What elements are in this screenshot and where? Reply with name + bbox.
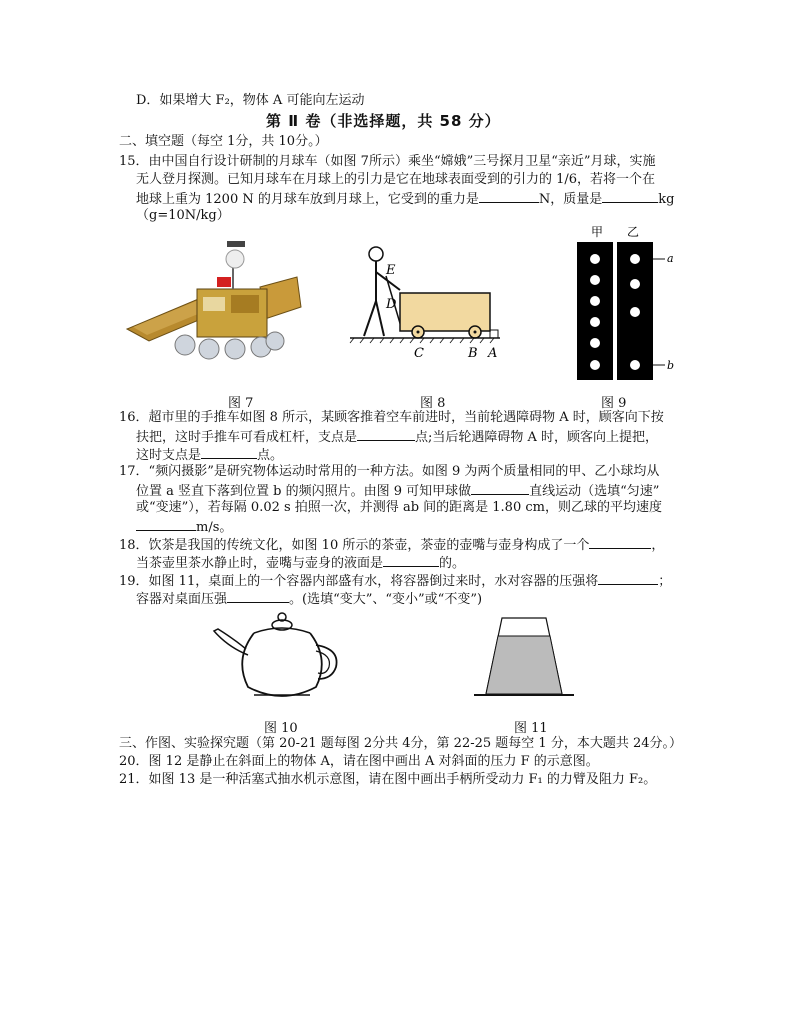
q16-blank-2[interactable] <box>201 445 257 459</box>
fig8-caption: 图 8 <box>420 396 446 411</box>
q15-blank-mass[interactable] <box>602 189 658 203</box>
q15-line2: 无人登月探测。已知月球车在月球上的引力是它在地球表面受到的引力的 1/6，若将一个在 <box>136 172 656 187</box>
q17-text-c: m/s。 <box>196 520 233 535</box>
q17-blank-1[interactable] <box>471 481 529 495</box>
fig8-label-b: B <box>468 346 478 361</box>
q19-text-c: 容器对桌面压强 <box>136 592 228 607</box>
fig8-label-c: C <box>414 346 424 361</box>
q16-line1: 16．超市里的手推车如图 8 所示，某顾客推着空车前进时，当前轮遇障碍物 A 时，顾客向下按 <box>119 410 664 425</box>
q16-line2 <box>136 427 658 447</box>
q15-text-a: 地球上重为 1200 N 的月球车放到月球上，它受到的重力是 <box>136 192 479 207</box>
q17-text-b: 直线运动（选填“匀速” <box>529 484 660 499</box>
q15-line4: （g=10N/kg） <box>136 208 230 223</box>
q15-text-b: N，质量是 <box>538 192 603 207</box>
q17-line1: 17．“频闪摄影”是研究物体运动时常用的一种方法。如图 9 为两个质量相同的甲、乙小球均从 <box>119 464 660 479</box>
q19-text-a: 19．如图 11，桌面上的一个容器内部盛有水，将容器倒过来时，水对容器的压强将 <box>119 574 599 589</box>
fig8-label-e: E <box>386 263 396 278</box>
q16-text-c: 这时支点是 <box>136 448 202 463</box>
fig8-label-a: A <box>488 346 498 361</box>
q18-line1 <box>119 535 664 555</box>
q18-line2 <box>136 553 465 573</box>
q15-blank-weight[interactable] <box>479 189 539 203</box>
q18-text-a: 18．饮茶是我国的传统文化，如图 10 所示的茶壶，茶壶的壶嘴与壶身构成了一个 <box>119 538 590 553</box>
q17-blank-2[interactable] <box>136 517 196 531</box>
fig9-caption: 图 9 <box>601 396 627 411</box>
q19-text-d: 。(选填“变大”、“变小”或“不变”) <box>289 592 483 607</box>
q18-blank-2[interactable] <box>383 553 439 567</box>
q19-line1 <box>119 571 671 591</box>
option-d: D．如果增大 F₂，物体 A 可能向左运动 <box>136 93 365 108</box>
q18-text-d: 的。 <box>439 556 466 571</box>
q15-line3 <box>136 189 674 209</box>
q16-line3 <box>136 445 283 465</box>
fig11-caption: 图 11 <box>514 721 548 736</box>
q17-line2 <box>136 481 659 501</box>
q19-text-b: ； <box>658 574 672 589</box>
figure-9-strobe <box>573 222 683 382</box>
fig9-label-b: b <box>667 359 675 372</box>
q20-line: 20．图 12 是静止在斜面上的物体 A，请在图中画出 A 对斜面的压力 F 的示意图。 <box>119 754 599 769</box>
figure-8-cart <box>350 246 510 366</box>
q15-text-c: kg <box>658 192 675 207</box>
q17-line3: 或“变速”），若每隔 0.02 s 拍照一次，并测得 ab 间的距离是 1.80 cm，则乙球的平均速度 <box>136 500 662 515</box>
q17-line4 <box>136 517 232 537</box>
q16-text-a: 扶把，这时手推车可看成杠杆，支点是 <box>136 430 358 445</box>
fig8-label-d: D <box>386 297 397 312</box>
fig7-caption: 图 7 <box>228 396 254 411</box>
q16-text-d: 点。 <box>257 448 284 463</box>
fig9-label-a: a <box>667 252 674 265</box>
section-title: 第 Ⅱ 卷（非选择题，共 58 分） <box>266 112 501 130</box>
part3-heading: 三、作图、实验探究题（第 20-21 题每图 2分共 4分，第 22-25 题每空 1 分，本大题共 24分。） <box>119 736 682 751</box>
q17-text-a: 位置 a 竖直下落到位置 b 的频闪照片。由图 9 可知甲球做 <box>136 484 472 499</box>
q19-blank-1[interactable] <box>598 571 658 585</box>
figure-10-teapot <box>212 609 342 709</box>
q18-text-b: ， <box>651 538 665 553</box>
q16-blank-1[interactable] <box>357 427 415 441</box>
q16-text-b: 点;当后轮遇障碍物 A 时，顾客向上提把， <box>415 430 659 445</box>
q21-line: 21．如图 13 是一种活塞式抽水机示意图，请在图中画出手柄所受动力 F₁ 的力臂及阻力 F₂。 <box>119 772 657 787</box>
fig10-caption: 图 10 <box>264 721 298 736</box>
q18-blank-1[interactable] <box>589 535 651 549</box>
figure-7-rover <box>125 237 305 367</box>
fig9-label-yi: 乙 <box>627 225 640 239</box>
q15-line1: 15．由中国自行设计研制的月球车（如图 7所示）乘坐“嫦娥”三号探月卫星“亲近”月球，实施 <box>119 154 656 169</box>
q18-text-c: 当茶壶里茶水静止时，壶嘴与壶身的液面是 <box>136 556 384 571</box>
fig9-label-jia: 甲 <box>591 225 604 239</box>
q19-line2 <box>136 589 482 609</box>
part2-heading: 二、填空题（每空 1分，共 10分。） <box>119 134 328 149</box>
figure-11-container <box>470 612 580 702</box>
q19-blank-2[interactable] <box>227 589 289 603</box>
